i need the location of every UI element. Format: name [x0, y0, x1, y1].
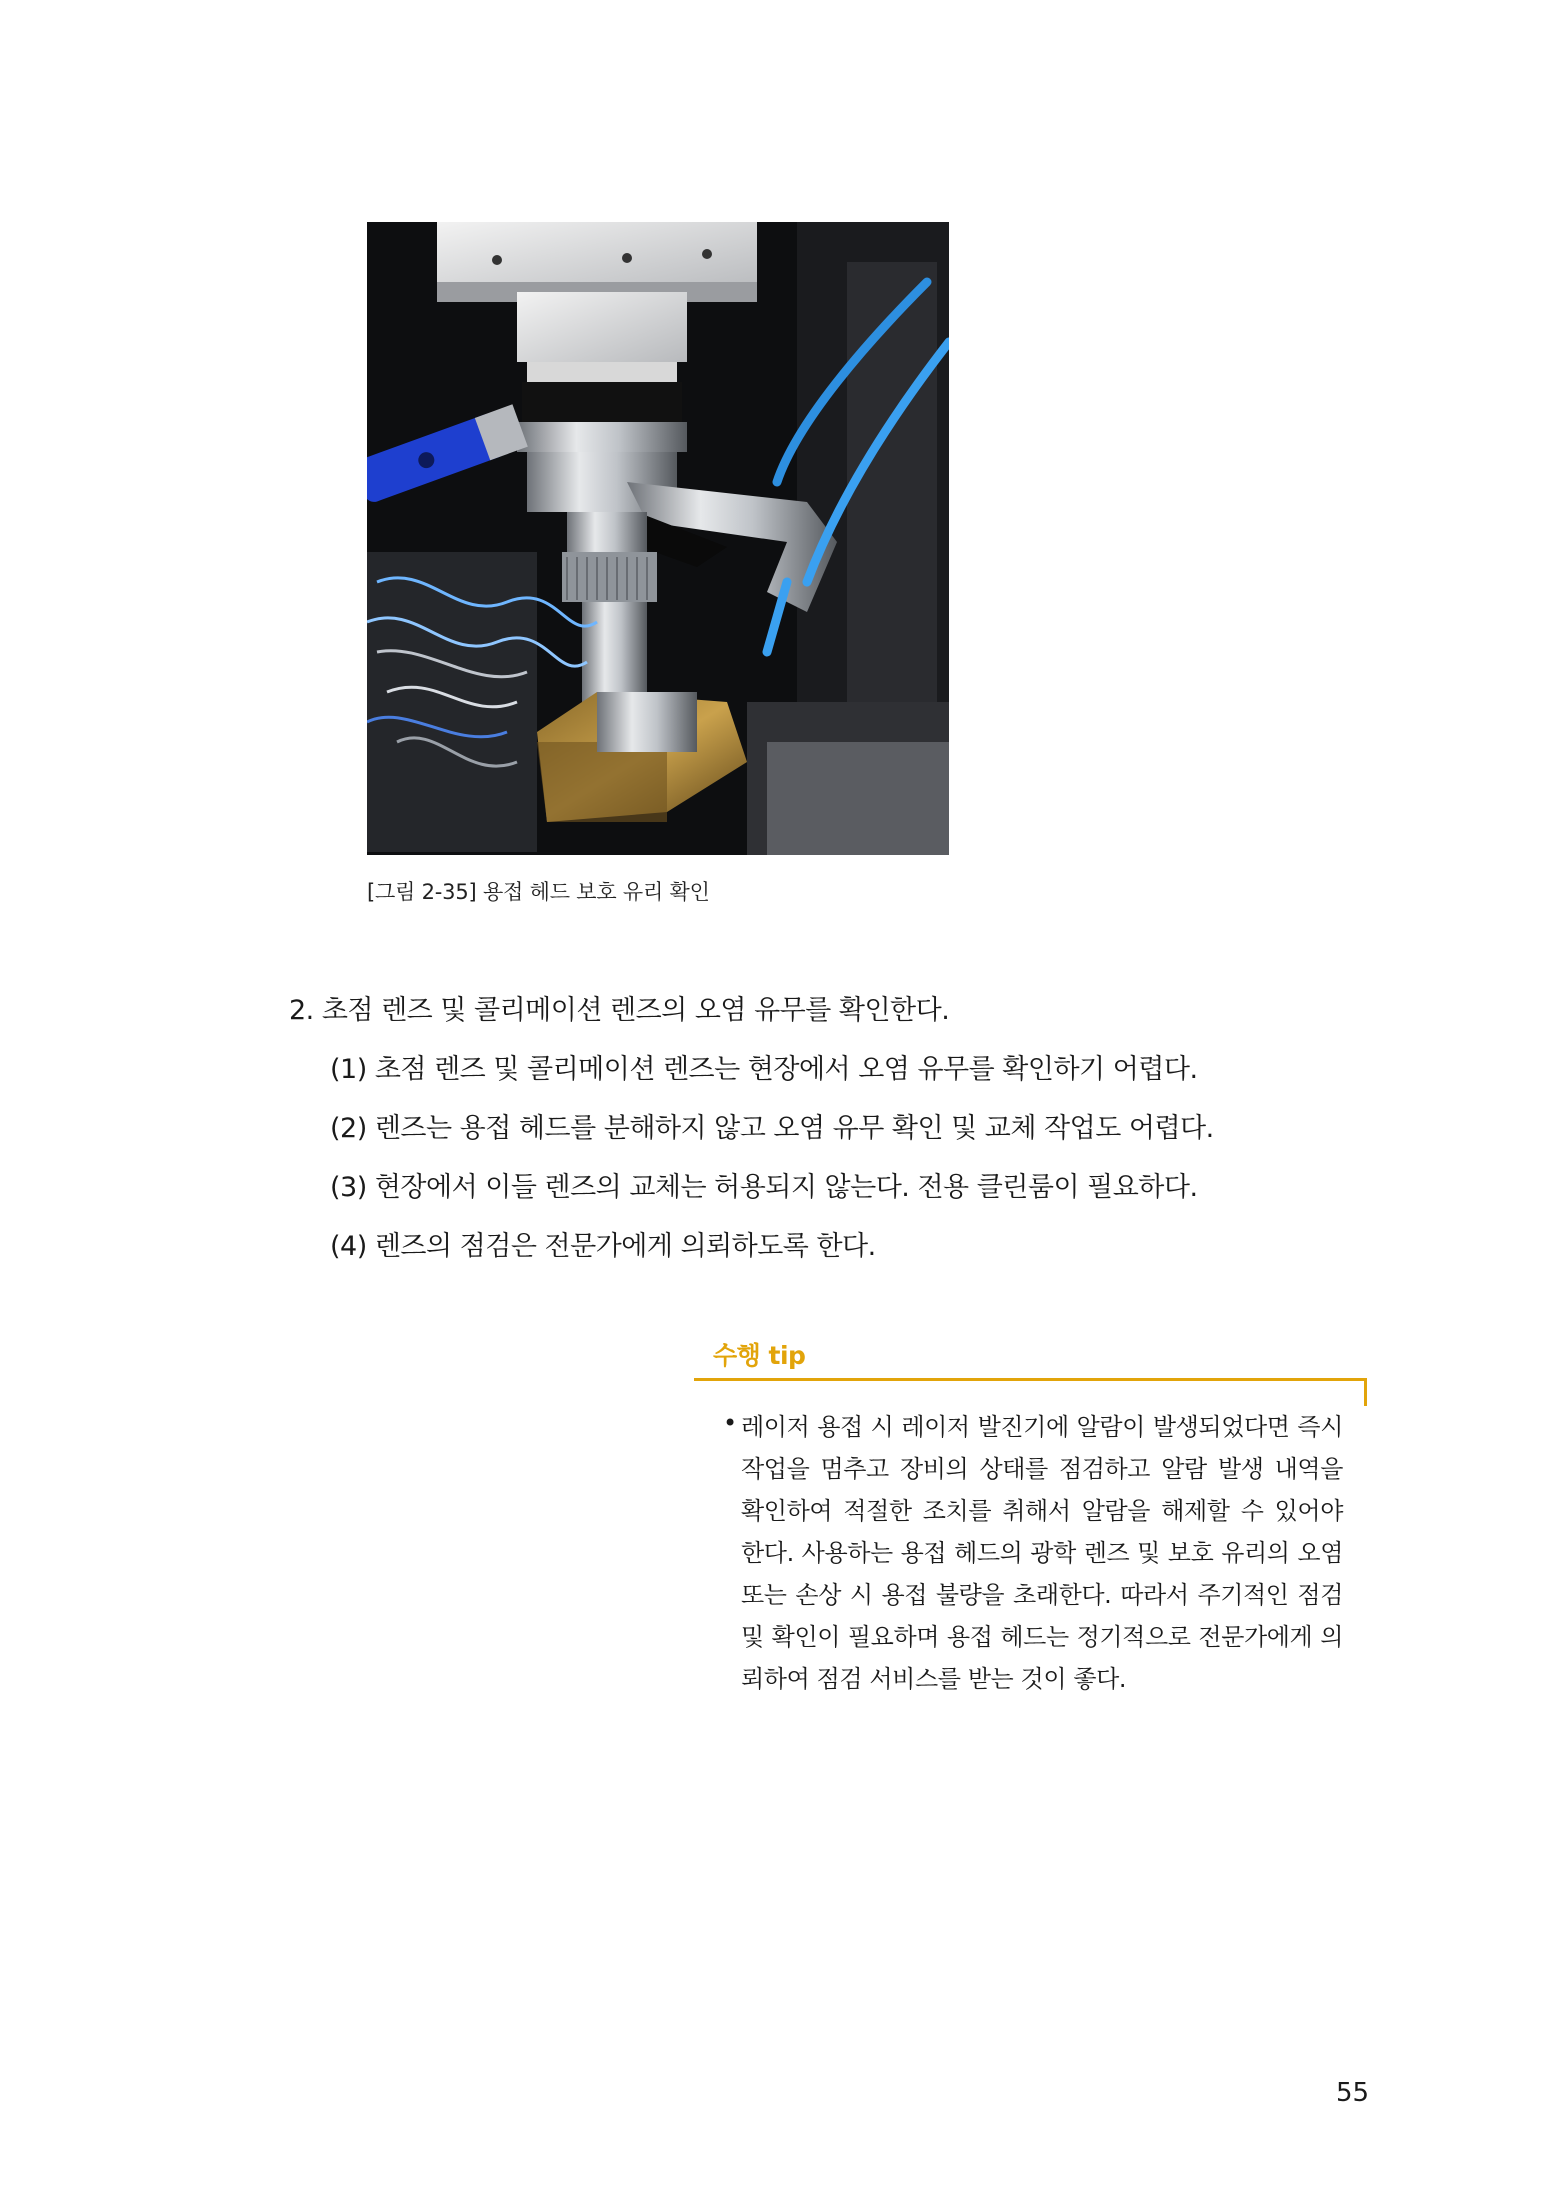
laser-welding-head-photo [367, 222, 949, 855]
tip-body: 레이저 용접 시 레이저 발진기에 알람이 발생되었다면 즉시 작업을 멈추고 장비의 상태를 점검하고 알람 발생 내역을 확인하여 적절한 조치를 취해서 알람을 해제할 수 있어야 한다. 사용하는 용접 헤드의 광학 렌즈 및 보호 유리의 오염 또는 손상 시 용접 불량을 초래한다. 따라서 주기적인 점검 및 확인이 필요하며 용접 헤드는 정기적으로 전문가에게 의뢰하여 점검 서비스를 받는 것이 좋다. [741, 1413, 1343, 1693]
tip-bullet: • [723, 1409, 738, 1437]
section-item-1: (1) 초점 렌즈 및 콜리메이션 렌즈는 현장에서 오염 유무를 확인하기 어렵다. [330, 1054, 1198, 1085]
section-item-2: (2) 렌즈는 용접 헤드를 분해하지 않고 오염 유무 확인 및 교체 작업도 어렵다. [330, 1113, 1214, 1144]
figure-caption: [그림 2-35] 용접 헤드 보호 유리 확인 [367, 880, 710, 904]
page-number: 55 [1336, 2078, 1370, 2108]
tip-divider [694, 1378, 1367, 1381]
section-item-3: (3) 현장에서 이들 렌즈의 교체는 허용되지 않는다. 전용 클린룸이 필요하다. [330, 1172, 1198, 1203]
tip-title: 수행 tip [713, 1341, 806, 1370]
tip-divider-end [1364, 1378, 1367, 1406]
section-heading: 2. 초점 렌즈 및 콜리메이션 렌즈의 오염 유무를 확인한다. [289, 995, 950, 1026]
section-item-4: (4) 렌즈의 점검은 전문가에게 의뢰하도록 한다. [330, 1231, 876, 1262]
